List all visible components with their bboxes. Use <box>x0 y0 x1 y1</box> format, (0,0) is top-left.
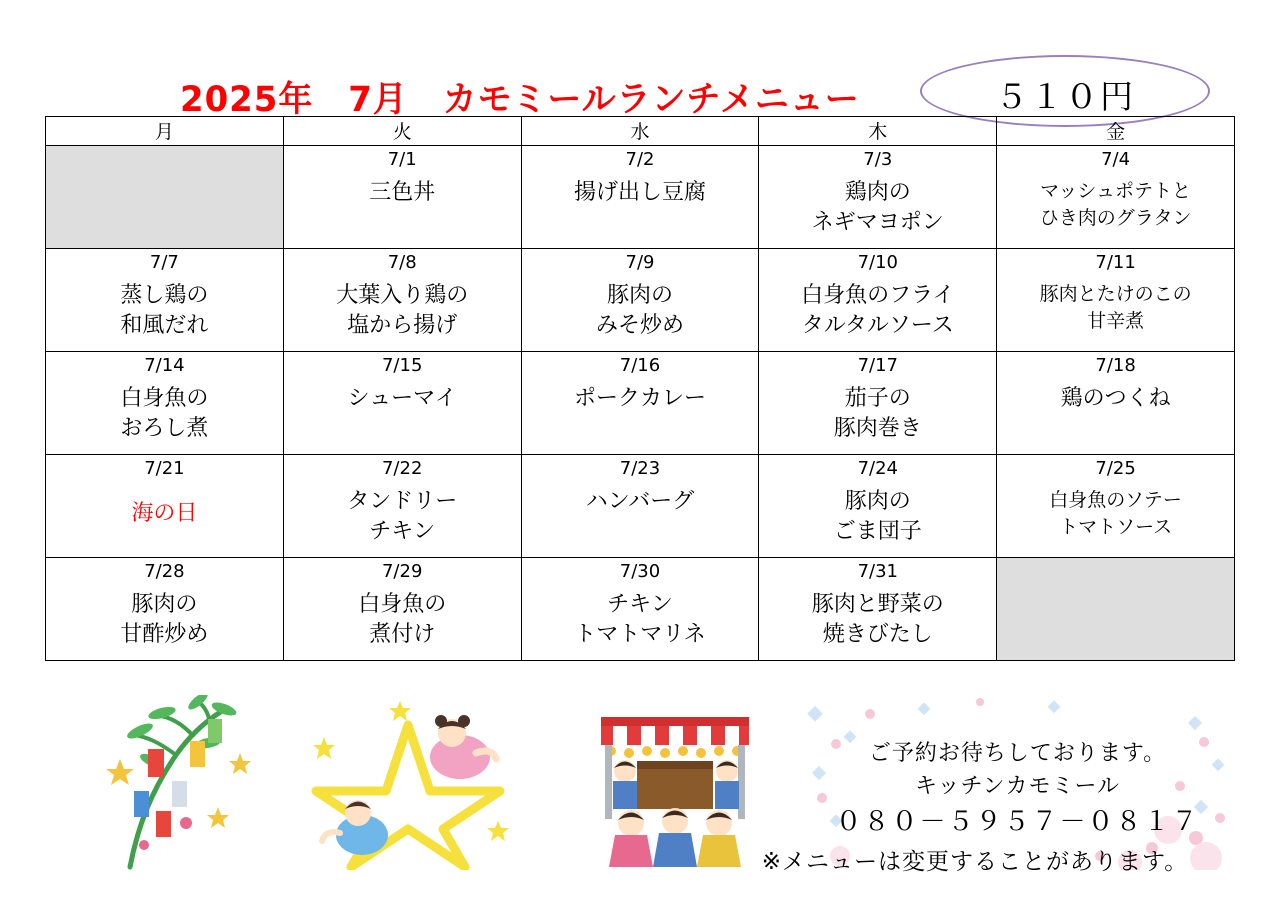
cell-menu: 鶏のつくね <box>1060 386 1171 411</box>
cell-menu: 鶏肉の ネギマヨポン <box>811 180 944 235</box>
cell-menu: ポークカレー <box>573 386 706 411</box>
cell-date: 7/4 <box>1101 149 1131 170</box>
cell-menu: 豚肉と野菜の 焼きびたし <box>811 592 944 647</box>
price-label: ５１０円 <box>995 77 1135 116</box>
calendar-week-row <box>46 146 1235 249</box>
calendar-week-row <box>46 558 1235 661</box>
weekday-header-thu: 木 <box>759 117 997 146</box>
cell-menu: 豚肉の 甘酢炒め <box>120 592 209 647</box>
calendar-cell <box>521 455 759 558</box>
cell-menu: ハンバーグ <box>585 489 695 514</box>
cell-date: 7/2 <box>625 149 655 170</box>
cell-menu: マッシュポテトと ひき肉のグラタン <box>1039 180 1192 229</box>
calendar-cell-empty <box>997 558 1235 661</box>
calendar-cell <box>283 455 521 558</box>
calendar-cell <box>997 249 1235 352</box>
calendar-cell <box>283 558 521 661</box>
calendar-cell <box>759 455 997 558</box>
notice-phone-number: ０８０－５９５７－０８１７ <box>835 807 1200 837</box>
cell-menu: 茄子の 豚肉巻き <box>833 386 922 441</box>
calendar-cell <box>521 146 759 249</box>
calendar-cell-empty <box>46 146 284 249</box>
calendar-cell <box>283 146 521 249</box>
cell-date: 7/16 <box>619 355 661 376</box>
calendar-cell <box>997 146 1235 249</box>
cell-date: 7/30 <box>619 561 661 582</box>
cell-menu: チキン トマトマリネ <box>574 592 706 647</box>
cell-date: 7/15 <box>381 355 423 376</box>
cell-menu: 白身魚の 煮付け <box>358 592 447 647</box>
cell-date: 7/7 <box>149 252 179 273</box>
cell-date: 7/29 <box>381 561 423 582</box>
calendar-cell <box>759 352 997 455</box>
weekday-header-tue: 火 <box>283 117 521 146</box>
header <box>0 30 1280 120</box>
notice-line-1: ご予約お待ちしております。 <box>868 741 1167 766</box>
calendar-cell <box>283 249 521 352</box>
calendar-week-row <box>46 455 1235 558</box>
cell-menu: 白身魚のソテー トマトソース <box>1049 489 1182 538</box>
cell-date: 7/8 <box>387 252 417 273</box>
cell-date: 7/24 <box>857 458 898 479</box>
weekday-header-fri: 金 <box>997 117 1235 146</box>
weekday-header-mon: 月 <box>46 117 284 146</box>
cell-menu: 豚肉の みそ炒め <box>595 283 684 338</box>
cell-menu: 豚肉とたけのこの 甘辛煮 <box>1039 283 1192 332</box>
calendar-week-row <box>46 249 1235 352</box>
cell-date: 7/9 <box>625 252 655 273</box>
cell-date: 7/3 <box>863 149 893 170</box>
calendar-cell <box>46 558 284 661</box>
calendar-cell <box>997 455 1235 558</box>
star-with-orihime-hikoboshi-icon <box>300 695 525 870</box>
cell-date: 7/11 <box>1095 252 1136 273</box>
calendar-cell <box>759 249 997 352</box>
tanabata-bamboo-icon <box>90 695 270 870</box>
cell-date: 7/31 <box>857 561 898 582</box>
cell-date: 7/17 <box>857 355 898 376</box>
cell-holiday-label: 海の日 <box>131 501 198 526</box>
calendar-cell <box>521 352 759 455</box>
cell-date: 7/28 <box>144 561 185 582</box>
calendar-cell <box>46 249 284 352</box>
calendar-cell <box>46 352 284 455</box>
weekday-header-wed: 水 <box>521 117 759 146</box>
menu-change-note: ※メニューは変更することがあります。 <box>761 849 1189 875</box>
calendar-cell <box>46 455 284 558</box>
page-title: 2025年 7月 カモミールランチメニュー <box>180 80 860 120</box>
cell-date: 7/22 <box>381 458 423 479</box>
cell-menu: 白身魚の おろし煮 <box>120 386 209 441</box>
cell-date: 7/18 <box>1095 355 1136 376</box>
cell-menu: 大葉入り鶏の 塩から揚げ <box>336 283 469 338</box>
calendar-cell <box>997 352 1235 455</box>
calendar-cell <box>759 146 997 249</box>
cell-menu: 白身魚のフライ タルタルソース <box>801 283 955 338</box>
cell-menu: 揚げ出し豆腐 <box>573 180 706 205</box>
cell-menu: 三色丼 <box>369 180 436 205</box>
notice-line-2: キッチンカモミール <box>914 774 1121 799</box>
cell-date: 7/10 <box>857 252 898 273</box>
cell-menu: 豚肉の ごま団子 <box>833 489 922 544</box>
calendar-cell <box>521 558 759 661</box>
cell-date: 7/23 <box>619 458 661 479</box>
cell-date: 7/25 <box>1095 458 1136 479</box>
cell-menu: シューマイ <box>347 386 457 411</box>
weekday-header-row <box>46 117 1235 146</box>
calendar-body <box>46 146 1235 661</box>
calendar-week-row <box>46 352 1235 455</box>
cell-date: 7/14 <box>144 355 185 376</box>
calendar-cell <box>759 558 997 661</box>
cell-menu: 蒸し鶏の 和風だれ <box>120 283 209 338</box>
lunch-menu-calendar <box>45 116 1235 661</box>
calendar-cell <box>521 249 759 352</box>
cell-date: 7/1 <box>387 149 417 170</box>
cell-date: 7/21 <box>144 458 185 479</box>
calendar-cell <box>283 352 521 455</box>
cell-menu: タンドリー チキン <box>347 489 458 544</box>
